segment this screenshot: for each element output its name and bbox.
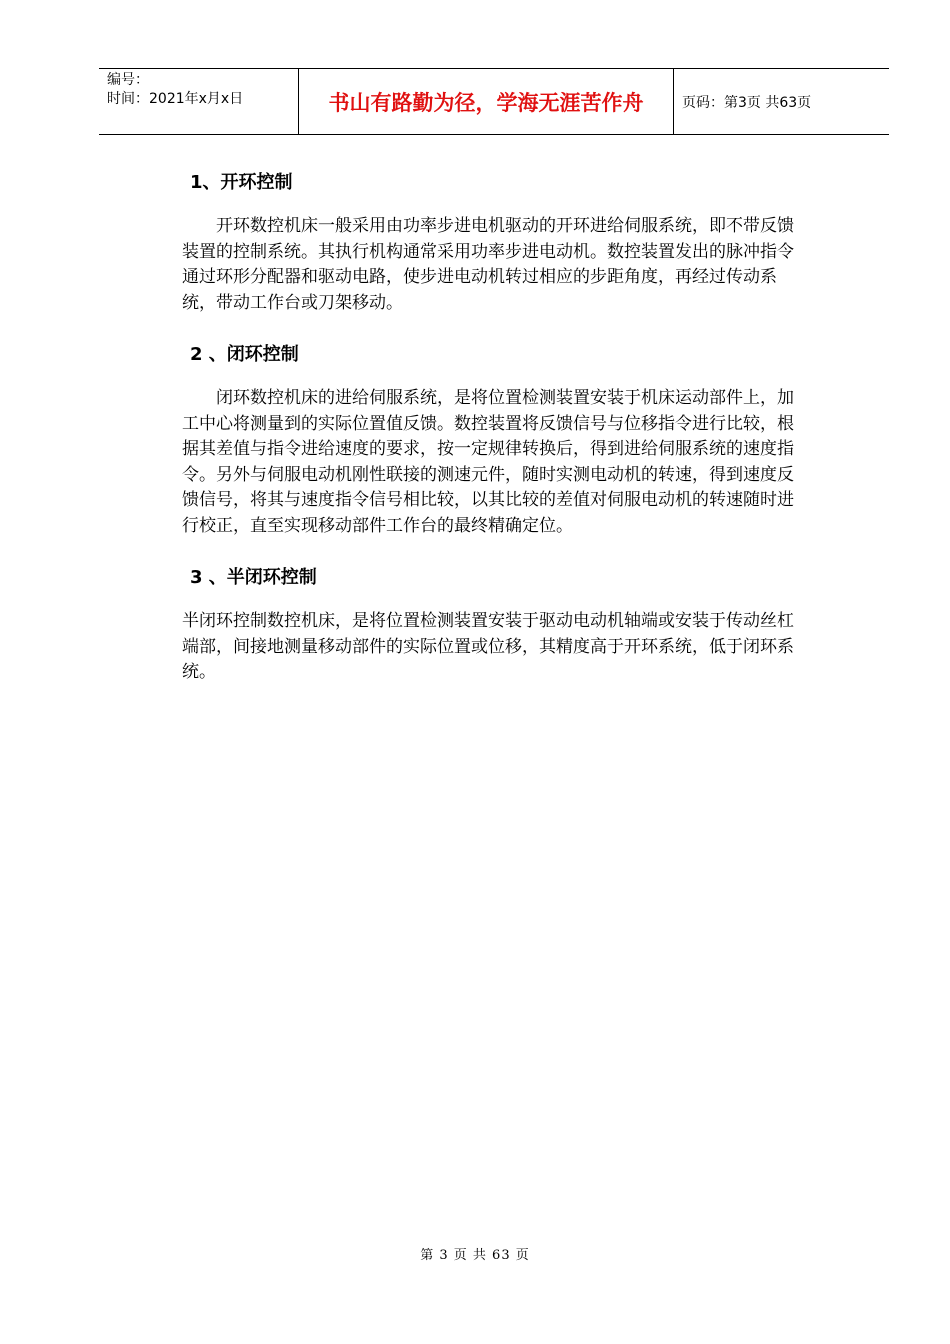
section-title: 3 、半闭环控制 <box>190 567 317 588</box>
section-title: 1、开环控制 <box>190 172 293 193</box>
page-header <box>99 68 889 135</box>
header-motto: 书山有路勤为径，学海无涯苦作舟 <box>299 69 674 134</box>
section-paragraph: 半闭环控制数控机床，是将位置检测装置安装于驱动电动机轴端或安装于传动丝杠端部，间接地测量移动部件的实际位置或位移，其精度高于开环系统，低于闭环系统。 <box>182 611 794 682</box>
header-page-info: 页码：第3页 共63页 <box>682 94 812 111</box>
section-open-loop <box>182 168 802 316</box>
section-title: 2 、闭环控制 <box>190 344 299 365</box>
section-closed-loop <box>182 340 802 539</box>
section-semi-closed-loop <box>182 563 802 686</box>
section-paragraph: 开环数控机床一般采用由功率步进电机驱动的开环进给伺服系统，即不带反馈装置的控制系统。其执行机构通常采用功率步进电动机。数控装置发出的脉冲指令通过环形分配器和驱动电路，使步进电动机转过相应的步距角度，再经过传动系统，带动工作台或刀架移动。 <box>182 216 794 313</box>
document-body <box>182 168 802 710</box>
header-meta <box>99 69 299 134</box>
serial-label: 编号： <box>107 72 149 88</box>
time-label: 时间：2021年x月x日 <box>107 91 244 107</box>
section-paragraph: 闭环数控机床的进给伺服系统，是将位置检测装置安装于机床运动部件上，加工中心将测量到的实际位置值反馈。数控装置将反馈信号与位移指令进行比较，根据其差值与指令进给速度的要求，按一定规律转换后，得到进给伺服系统的速度指令。另外与伺服电动机刚性联接的测速元件，随时实测电动机的转速，得到速度反馈信号，将其与速度指令信号相比较，以其比较的差值对伺服电动机的转速随时进行校正，直至实现移动部件工作台的最终精确定位。 <box>182 388 794 536</box>
page-footer: 第 3 页 共 63 页 <box>420 1248 530 1263</box>
